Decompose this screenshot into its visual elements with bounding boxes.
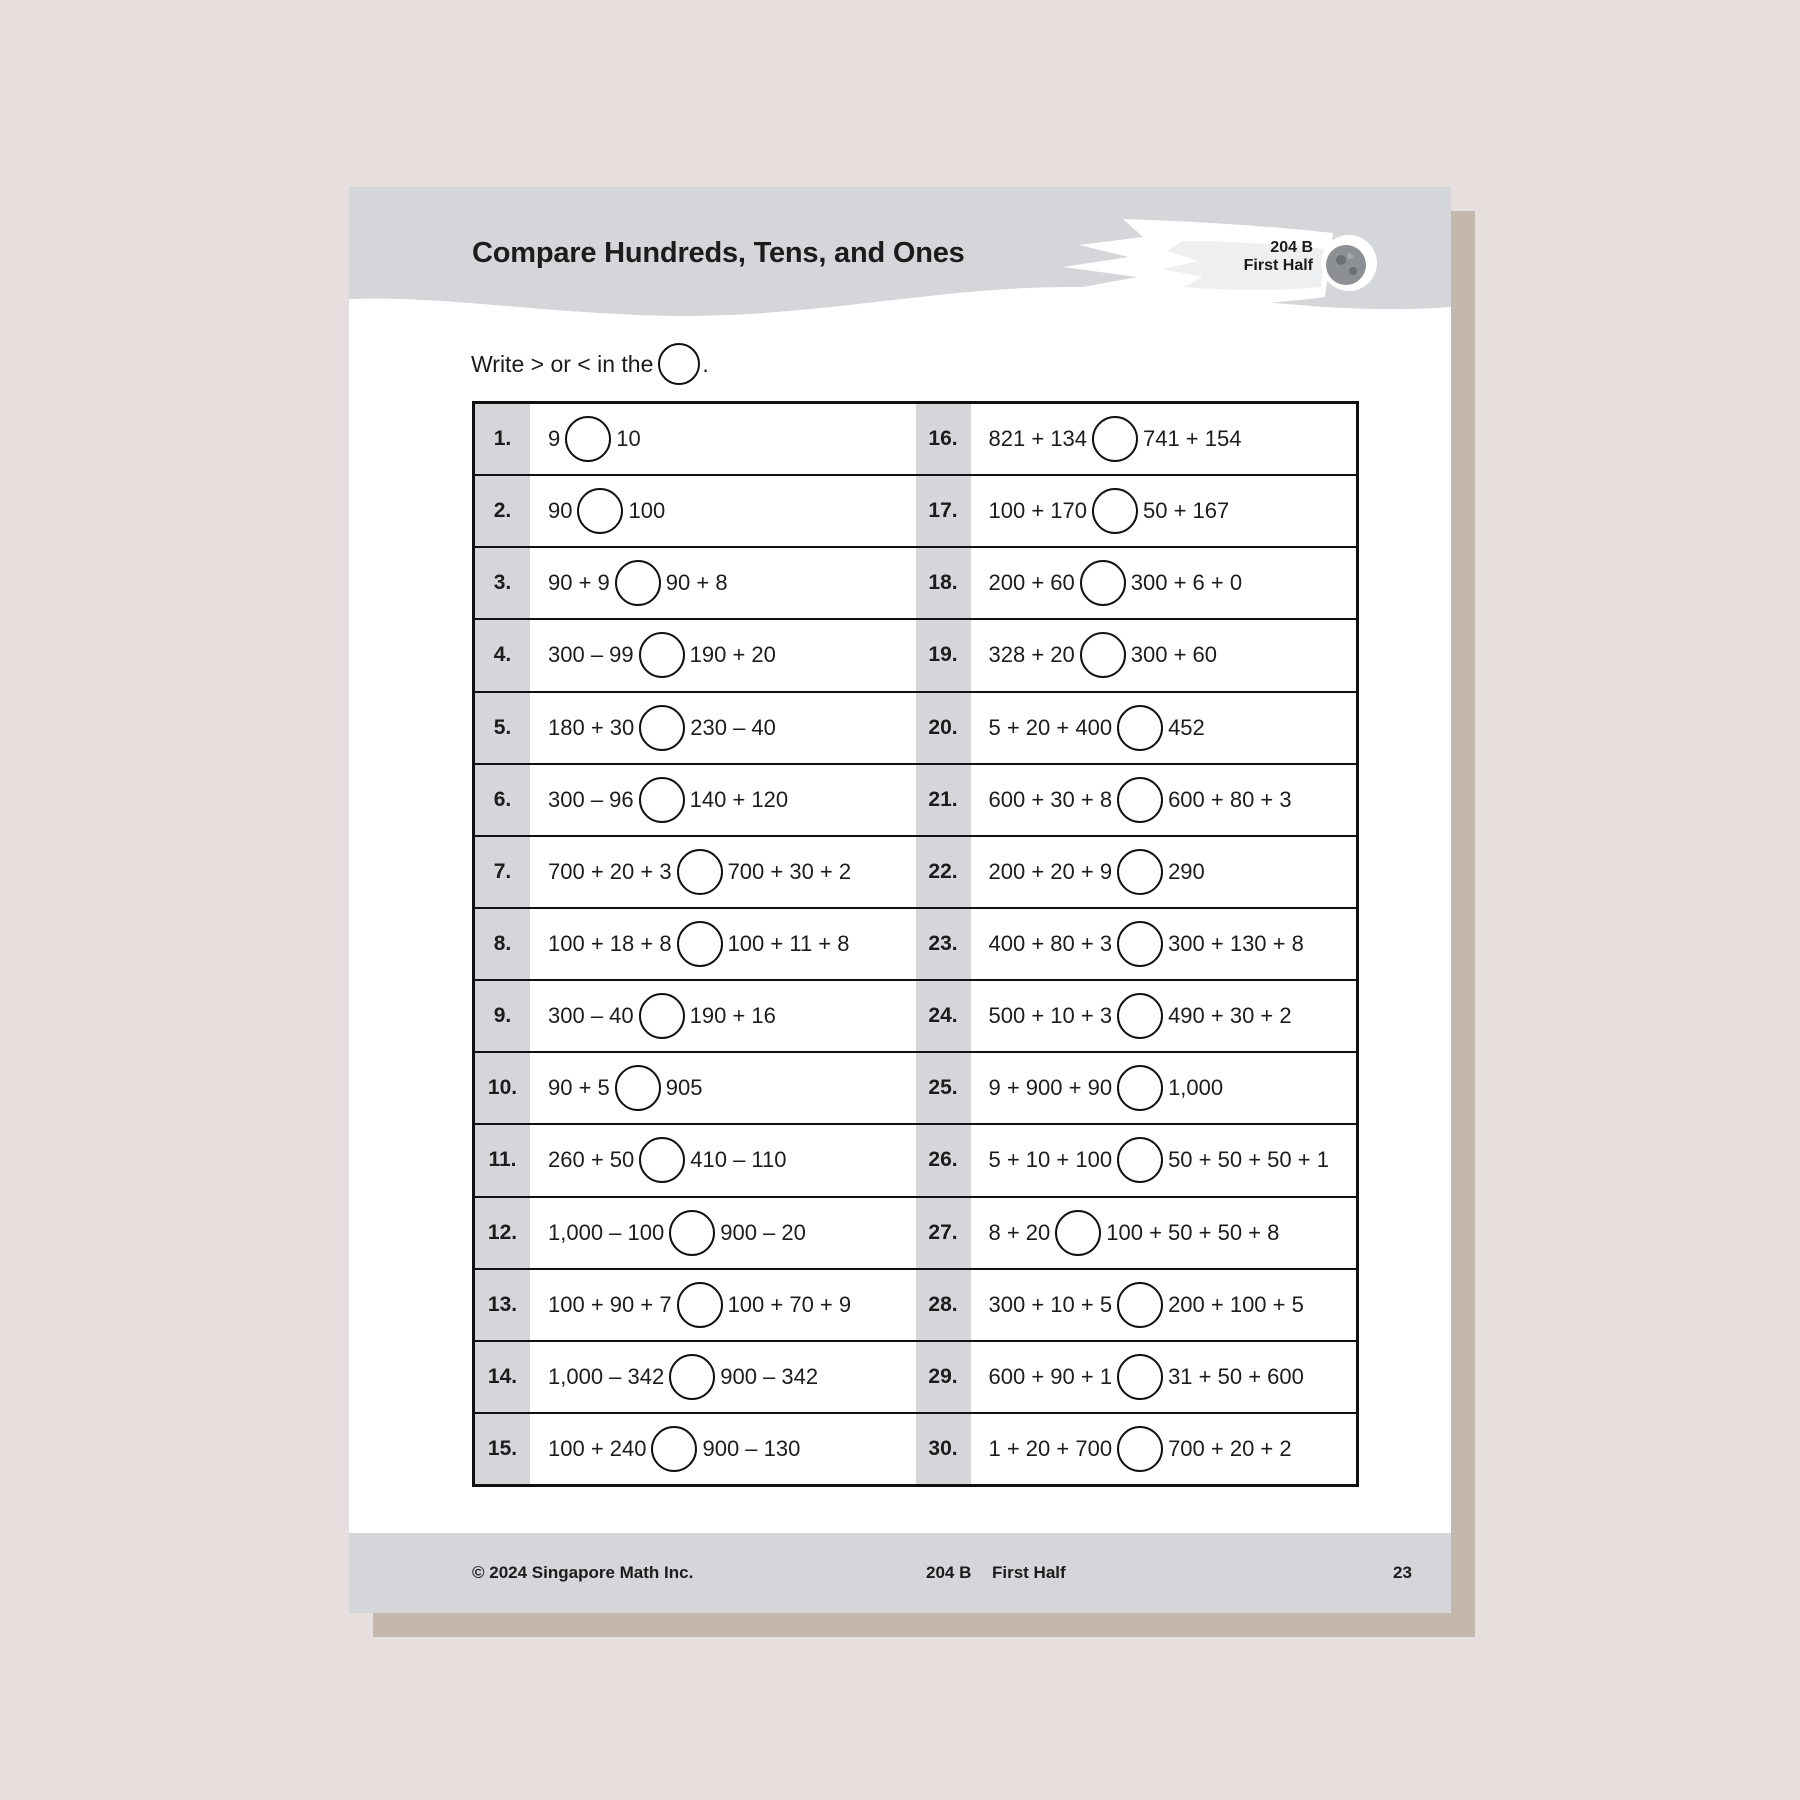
problem-row xyxy=(916,1342,1357,1414)
right-expression: 90 + 8 xyxy=(665,570,728,596)
problem-row xyxy=(916,765,1357,837)
problem-row xyxy=(475,620,916,692)
problem-number: 22. xyxy=(916,837,971,907)
example-circle xyxy=(658,343,700,385)
left-expression: 1,000 – 100 xyxy=(548,1219,665,1245)
problem-expression xyxy=(971,1354,1304,1400)
problem-expression xyxy=(530,1282,851,1328)
right-expression: 100 xyxy=(628,498,666,524)
problem-expression xyxy=(971,849,1205,895)
right-expression: 230 – 40 xyxy=(690,714,776,740)
answer-circle[interactable] xyxy=(677,1282,723,1328)
problem-expression xyxy=(971,777,1292,823)
problem-row xyxy=(916,1053,1357,1125)
problem-number: 6. xyxy=(475,765,530,835)
problem-expression xyxy=(530,1210,806,1256)
left-expression: 90 xyxy=(548,498,573,524)
problem-row xyxy=(475,404,916,476)
left-expression: 9 + 900 + 90 xyxy=(988,1075,1113,1101)
problem-expression xyxy=(530,1426,800,1472)
answer-circle[interactable] xyxy=(651,1426,697,1472)
right-expression: 600 + 80 + 3 xyxy=(1168,786,1292,812)
problem-row xyxy=(475,548,916,620)
problem-number: 8. xyxy=(475,909,530,979)
problem-number: 29. xyxy=(916,1342,971,1412)
problem-row xyxy=(916,404,1357,476)
answer-circle[interactable] xyxy=(639,1137,685,1183)
answer-circle[interactable] xyxy=(669,1354,715,1400)
answer-circle[interactable] xyxy=(1117,1282,1163,1328)
left-expression: 180 + 30 xyxy=(548,714,635,740)
problem-expression xyxy=(971,416,1242,462)
problem-row xyxy=(475,476,916,548)
answer-circle[interactable] xyxy=(1117,705,1163,751)
left-expression: 100 + 90 + 7 xyxy=(548,1291,672,1317)
answer-circle[interactable] xyxy=(639,705,685,751)
left-expression: 100 + 18 + 8 xyxy=(548,931,672,957)
problem-number: 19. xyxy=(916,620,971,690)
left-expression: 600 + 90 + 1 xyxy=(988,1363,1113,1389)
problem-number: 20. xyxy=(916,693,971,763)
problem-expression xyxy=(530,849,851,895)
left-expression: 100 + 170 xyxy=(988,498,1087,524)
left-expression: 5 + 10 + 100 xyxy=(988,1147,1113,1173)
problem-expression xyxy=(530,1065,703,1111)
left-expression: 1 + 20 + 700 xyxy=(988,1436,1113,1462)
problem-expression xyxy=(971,1065,1224,1111)
right-expression: 410 – 110 xyxy=(690,1147,787,1173)
problem-expression xyxy=(971,1426,1292,1472)
answer-circle[interactable] xyxy=(639,777,685,823)
problem-row xyxy=(916,837,1357,909)
problem-row xyxy=(916,1270,1357,1342)
left-expression: 90 + 5 xyxy=(548,1075,610,1101)
answer-circle[interactable] xyxy=(1117,849,1163,895)
answer-circle[interactable] xyxy=(1117,777,1163,823)
left-expression: 100 + 240 xyxy=(548,1436,647,1462)
left-expression: 300 – 99 xyxy=(548,642,634,668)
answer-circle[interactable] xyxy=(677,921,723,967)
problem-expression xyxy=(971,488,1230,534)
right-expression: 10 xyxy=(616,426,641,452)
left-expression: 300 – 96 xyxy=(548,786,634,812)
problem-row xyxy=(916,548,1357,620)
problem-expression xyxy=(530,416,641,462)
problem-column-left xyxy=(475,404,916,1484)
left-expression: 200 + 20 + 9 xyxy=(988,858,1113,884)
problem-number: 10. xyxy=(475,1053,530,1123)
problem-number: 3. xyxy=(475,548,530,618)
problem-number: 1. xyxy=(475,404,530,474)
right-expression: 290 xyxy=(1168,858,1205,884)
comet-icon xyxy=(1063,211,1383,311)
problem-row xyxy=(475,1270,916,1342)
right-expression: 1,000 xyxy=(1168,1075,1224,1101)
answer-circle[interactable] xyxy=(677,849,723,895)
problem-expression xyxy=(530,488,665,534)
problem-number: 9. xyxy=(475,981,530,1051)
answer-circle[interactable] xyxy=(1055,1210,1101,1256)
right-expression: 50 + 167 xyxy=(1142,498,1230,524)
answer-circle[interactable] xyxy=(1117,1354,1163,1400)
answer-circle[interactable] xyxy=(1117,1065,1163,1111)
problem-expression xyxy=(530,1354,818,1400)
problem-row xyxy=(475,765,916,837)
answer-circle[interactable] xyxy=(1080,632,1126,678)
instruction-text: Write > or < in the xyxy=(471,350,654,377)
left-expression: 200 + 60 xyxy=(988,570,1075,596)
problem-expression xyxy=(530,560,728,606)
left-expression: 9 xyxy=(548,426,561,452)
answer-circle[interactable] xyxy=(639,632,685,678)
problem-row xyxy=(916,476,1357,548)
problem-number: 7. xyxy=(475,837,530,907)
answer-circle[interactable] xyxy=(1117,1426,1163,1472)
copyright: © 2024 Singapore Math Inc. xyxy=(472,1563,694,1582)
problem-expression xyxy=(530,632,776,678)
left-expression: 8 + 20 xyxy=(988,1219,1051,1245)
level-half: First Half xyxy=(1243,257,1313,274)
problem-number: 15. xyxy=(475,1414,530,1484)
left-expression: 300 – 40 xyxy=(548,1003,634,1029)
right-expression: 200 + 100 + 5 xyxy=(1168,1291,1304,1317)
problem-number: 16. xyxy=(916,404,971,474)
problem-column-right xyxy=(916,404,1357,1484)
right-expression: 900 – 20 xyxy=(720,1219,806,1245)
footer xyxy=(349,1533,1451,1613)
problem-number: 11. xyxy=(475,1125,530,1195)
problem-number: 5. xyxy=(475,693,530,763)
answer-circle[interactable] xyxy=(669,1210,715,1256)
problem-row xyxy=(475,981,916,1053)
problem-expression xyxy=(971,1137,1329,1183)
problem-row xyxy=(916,1414,1357,1484)
left-expression: 5 + 20 + 400 xyxy=(988,714,1113,740)
problem-number: 26. xyxy=(916,1125,971,1195)
problem-number: 18. xyxy=(916,548,971,618)
problem-row xyxy=(475,909,916,981)
answer-circle[interactable] xyxy=(1117,993,1163,1039)
right-expression: 50 + 50 + 50 + 1 xyxy=(1168,1147,1329,1173)
answer-circle[interactable] xyxy=(1080,560,1126,606)
problem-expression xyxy=(971,1210,1280,1256)
right-expression: 300 + 60 xyxy=(1130,642,1217,668)
problem-row xyxy=(475,693,916,765)
problem-expression xyxy=(530,705,776,751)
right-expression: 452 xyxy=(1168,714,1205,740)
problem-number: 4. xyxy=(475,620,530,690)
footer-half: First Half xyxy=(992,1563,1066,1582)
right-expression: 741 + 154 xyxy=(1142,426,1242,452)
right-expression: 100 + 70 + 9 xyxy=(727,1291,852,1317)
problem-expression xyxy=(530,921,850,967)
right-expression: 700 + 30 + 2 xyxy=(727,858,852,884)
problem-expression xyxy=(971,560,1243,606)
answer-circle[interactable] xyxy=(615,1065,661,1111)
answer-circle[interactable] xyxy=(1117,921,1163,967)
problem-row xyxy=(475,1053,916,1125)
right-expression: 900 – 130 xyxy=(702,1436,801,1462)
left-expression: 90 + 9 xyxy=(548,570,610,596)
right-expression: 100 + 11 + 8 xyxy=(727,931,850,957)
problem-row xyxy=(916,693,1357,765)
right-expression: 140 + 120 xyxy=(689,786,789,812)
problem-number: 25. xyxy=(916,1053,971,1123)
problem-expression xyxy=(530,1137,787,1183)
right-expression: 190 + 20 xyxy=(689,642,776,668)
problem-row xyxy=(916,909,1357,981)
problem-number: 14. xyxy=(475,1342,530,1412)
problem-number: 2. xyxy=(475,476,530,546)
left-expression: 821 + 134 xyxy=(988,426,1087,452)
problem-row xyxy=(475,1198,916,1270)
instructions xyxy=(471,341,709,387)
problem-expression xyxy=(971,1282,1304,1328)
answer-circle[interactable] xyxy=(577,488,623,534)
problem-number: 30. xyxy=(916,1414,971,1484)
worksheet-page xyxy=(349,187,1451,1613)
problem-number: 28. xyxy=(916,1270,971,1340)
answer-circle[interactable] xyxy=(1092,416,1138,462)
problem-row xyxy=(475,1342,916,1414)
right-expression: 31 + 50 + 600 xyxy=(1168,1363,1304,1389)
problem-expression xyxy=(971,632,1218,678)
left-expression: 1,000 – 342 xyxy=(548,1363,665,1389)
left-expression: 328 + 20 xyxy=(988,642,1075,668)
problem-number: 24. xyxy=(916,981,971,1051)
problem-row xyxy=(916,981,1357,1053)
problem-number: 13. xyxy=(475,1270,530,1340)
problem-number: 12. xyxy=(475,1198,530,1268)
problem-row xyxy=(916,1125,1357,1197)
problem-expression xyxy=(971,705,1205,751)
problem-number: 27. xyxy=(916,1198,971,1268)
instruction-period: . xyxy=(702,350,709,377)
right-expression: 190 + 16 xyxy=(689,1003,776,1029)
right-expression: 300 + 6 + 0 xyxy=(1130,570,1243,596)
problem-row xyxy=(916,620,1357,692)
right-expression: 900 – 342 xyxy=(720,1363,819,1389)
answer-circle[interactable] xyxy=(639,993,685,1039)
footer-level: 204 B xyxy=(926,1563,972,1582)
answer-circle[interactable] xyxy=(1092,488,1138,534)
right-expression: 700 + 20 + 2 xyxy=(1168,1436,1292,1462)
right-expression: 300 + 130 + 8 xyxy=(1168,931,1304,957)
problem-number: 21. xyxy=(916,765,971,835)
problem-number: 17. xyxy=(916,476,971,546)
page-number: 23 xyxy=(1393,1563,1412,1582)
page-title: Compare Hundreds, Tens, and Ones xyxy=(472,237,965,269)
problem-expression xyxy=(530,993,776,1039)
problem-row xyxy=(475,1414,916,1484)
problem-expression xyxy=(530,777,788,823)
problem-number: 23. xyxy=(916,909,971,979)
problem-row xyxy=(475,837,916,909)
answer-circle[interactable] xyxy=(615,560,661,606)
left-expression: 700 + 20 + 3 xyxy=(548,858,672,884)
problem-expression xyxy=(971,993,1292,1039)
problem-row xyxy=(475,1125,916,1197)
answer-circle[interactable] xyxy=(565,416,611,462)
left-expression: 260 + 50 xyxy=(548,1147,635,1173)
right-expression: 490 + 30 + 2 xyxy=(1168,1003,1292,1029)
left-expression: 300 + 10 + 5 xyxy=(988,1291,1113,1317)
level-code: 204 B xyxy=(1270,239,1313,256)
level-badge xyxy=(1244,239,1313,275)
problem-row xyxy=(916,1198,1357,1270)
problem-expression xyxy=(971,921,1304,967)
right-expression: 905 xyxy=(665,1075,703,1101)
answer-circle[interactable] xyxy=(1117,1137,1163,1183)
left-expression: 500 + 10 + 3 xyxy=(988,1003,1113,1029)
left-expression: 600 + 30 + 8 xyxy=(988,786,1113,812)
right-expression: 100 + 50 + 50 + 8 xyxy=(1106,1219,1280,1245)
left-expression: 400 + 80 + 3 xyxy=(988,931,1113,957)
problem-grid xyxy=(472,401,1359,1487)
